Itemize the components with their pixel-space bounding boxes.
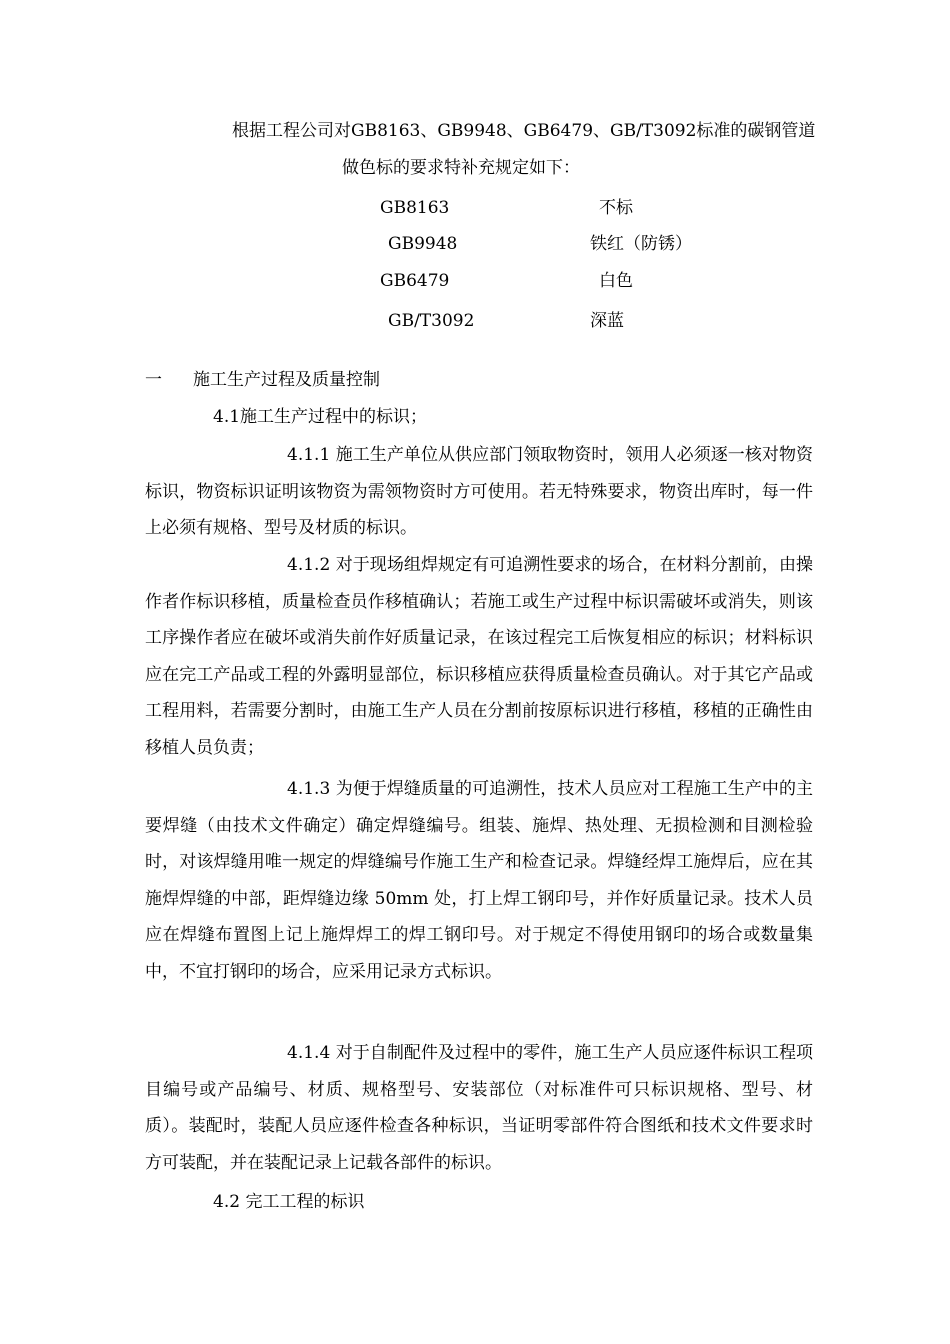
color-gb9948: 铁红（防锈） (590, 234, 692, 254)
subsection-4-2-heading: 4.2 完工工程的标识 (213, 1192, 365, 1212)
section-number: 一 (145, 370, 162, 390)
color-gb8163: 不标 (599, 198, 633, 218)
paragraph-4-1-4-text: 4.1.4 对于自制配件及过程中的零件，施工生产人员应逐件标识工程项目编号或产品编号、材质、规格型号、安装部位（对标准件可只标识规格、型号、材质）。装配时，装配人员应逐件检查各种标识，当证明零部件符合图纸和技术文件要求时方可装配，并在装配记录上记载各部件的标识。 (145, 1043, 813, 1173)
paragraph-4-1-2-text: 4.1.2 对于现场组焊规定有可追溯性要求的场合，在材料分割前，由操作者作标识移植，质量检查员作移植确认；若施工或生产过程中标识需破坏或消失，则该工序操作者应在破坏或消失前作好质量记录，在该过程完工后恢复相应的标识；材料标识应在完工产品或工程的外露明显部位，标识移植应获得质量检查员确认。对于其它产品或工程用料，若需要分割时，由施工生产人员在分割前按原标识进行移植，移植的正确性由移植人员负责； (145, 555, 813, 758)
paragraph-4-1-1 (145, 437, 813, 547)
section-title: 施工生产过程及质量控制 (193, 370, 380, 390)
intro-line-1: 根据工程公司对GB8163、GB9948、GB6479、GB/T3092标准的碳钢管道 (232, 121, 816, 141)
standard-gbt3092: GB/T3092 (388, 311, 475, 331)
paragraph-4-1-3-text: 4.1.3 为便于焊缝质量的可追溯性，技术人员应对工程施工生产中的主要焊缝（由技术文件确定）确定焊缝编号。组装、施焊、热处理、无损检测和目测检验时，对该焊缝用唯一规定的焊缝编号作施工生产和检查记录。焊缝经焊工施焊后，应在其施焊焊缝的中部，距焊缝边缘 50mm 处，打上焊工钢印号，并作好质量记录。技术人员应在焊缝布置图上记上施焊焊工的焊工钢印号。对于规定不得使用钢印的场合或数量集中，不宜打钢印的场合，应采用记录方式标识。 (145, 779, 813, 982)
standard-gb9948: GB9948 (388, 234, 458, 254)
intro-line-2: 做色标的要求特补充规定如下： (342, 158, 580, 178)
color-gbt3092: 深蓝 (590, 311, 624, 331)
standard-gb8163: GB8163 (380, 198, 450, 218)
standard-gb6479: GB6479 (380, 271, 450, 291)
paragraph-4-1-1-text: 4.1.1 施工生产单位从供应部门领取物资时，领用人必须逐一核对物资标识，物资标识证明该物资为需领物资时方可使用。若无特殊要求，物资出库时，每一件上必须有规格、型号及材质的标识。 (145, 445, 813, 539)
paragraph-4-1-2 (145, 547, 813, 767)
paragraph-4-1-3 (145, 771, 813, 991)
paragraph-4-1-4 (145, 1035, 813, 1181)
color-gb6479: 白色 (599, 271, 633, 291)
subsection-4-1-heading: 4.1施工生产过程中的标识； (213, 407, 428, 427)
